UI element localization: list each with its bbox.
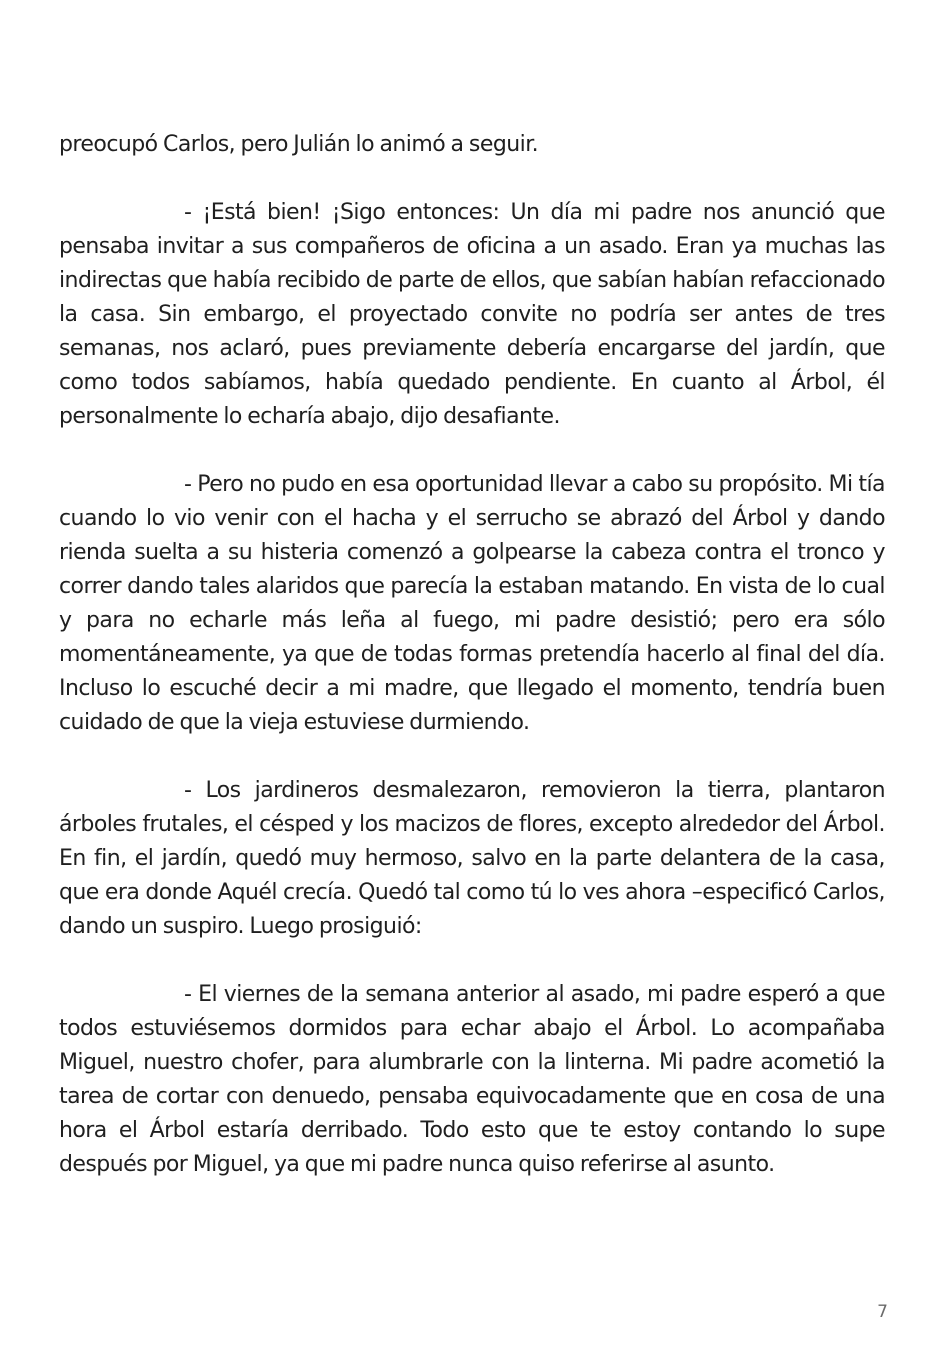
paragraph-dialogue-3: - Los jardineros desmalezaron, removieron la tierra, plantaron árboles frutales, el césped y los macizos de flores, excepto alrededor del Árbol. En fin, el jardín, quedó muy hermoso, salvo en la parte delantera de la casa, que era donde Aquél crecía. Quedó tal como tú lo ves ahora –especificó Carlos, dando un suspiro. Luego prosiguió: [59,778,885,939]
text-body [59,128,885,1182]
paragraph-dialogue-4: - El viernes de la semana anterior al asado, mi padre esperó a que todos estuviésemos dormidos para echar abajo el Árbol. Lo acompañaba Miguel, nuestro chofer, para alumbrarle con la linterna. Mi padre acometió la tarea de cortar con denuedo, pensaba equivocadamente que en cosa de una hora el Árbol estaría derribado. Todo esto que te estoy contando lo supe después por Miguel, ya que mi padre nunca quiso referirse al asunto. [59,982,885,1177]
page-number: 7 [877,1302,888,1322]
paragraph-dialogue-1: - ¡Está bien! ¡Sigo entonces: Un día mi padre nos anunció que pensaba invitar a sus compañeros de oficina a un asado. Eran ya muchas las indirectas que había recibido de parte de ellos, que sabían habían refaccionado la casa. Sin embargo, el proyectado convite no podría ser antes de tres semanas, nos aclaró, pues previamente debería encargarse del jardín, que como todos sabíamos, había quedado pendiente. En cuanto al Árbol, él personalmente lo echaría abajo, dijo desafiante. [59,200,885,429]
paragraph-continuation: preocupó Carlos, pero Julián lo animó a seguir. [59,132,539,157]
paragraph-dialogue-2: - Pero no pudo en esa oportunidad llevar a cabo su propósito. Mi tía cuando lo vio venir con el hacha y el serrucho se abrazó del Árbol y dando rienda suelta a su histeria comenzó a golpearse la cabeza contra el tronco y correr dando tales alaridos que parecía la estaban matando. En vista de lo cual y para no echarle más leña al fuego, mi padre desistió; pero era sólo momentáneamente, ya que de todas formas pretendía hacerlo al final del día. Incluso lo escuché decir a mi madre, que llegado el momento, tendría buen cuidado de que la vieja estuviese durmiendo. [59,472,885,735]
